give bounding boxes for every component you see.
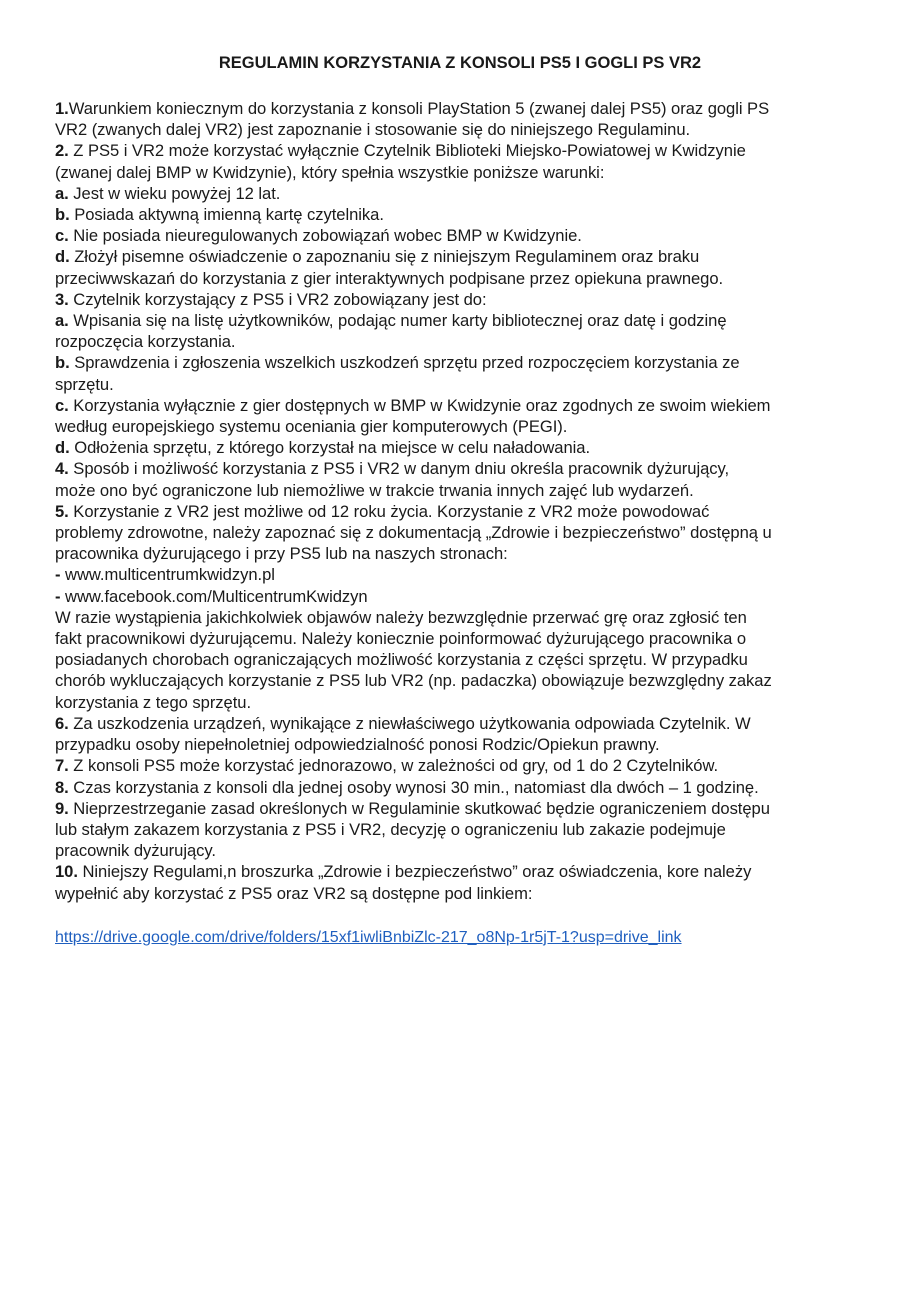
section-text: Za uszkodzenia urządzeń, wynikające z niewłaściwego użytkowania odpowiada Czytelnik. W: [68, 713, 751, 733]
document-line: [55, 183, 865, 204]
document-line: [55, 268, 865, 289]
section-text: W razie wystąpienia jakichkolwiek objawów należy bezwzględnie przerwać grę oraz zgłosić ten: [55, 607, 747, 627]
document-line: [55, 289, 865, 310]
section-number: 2.: [55, 141, 69, 161]
document-line: [55, 416, 865, 437]
section-number: 7.: [55, 756, 69, 776]
document-title: REGULAMIN KORZYSTANIA Z KONSOLI PS5 I GOGLI PS VR2: [218, 54, 702, 72]
section-text: wypełnić aby korzystać z PS5 oraz VR2 są dostępne pod linkiem:: [55, 883, 533, 903]
document-line: [55, 649, 865, 670]
document-line: [55, 310, 865, 331]
document-line: [55, 352, 865, 373]
section-text: przypadku osoby niepełnoletniej odpowiedzialność ponosi Rodzic/Opiekun prawny.: [55, 735, 660, 755]
document-line: [55, 840, 865, 861]
document-line: [55, 458, 865, 479]
document-line: [55, 480, 865, 501]
section-number: 5.: [55, 501, 69, 521]
document-line: [55, 798, 865, 819]
document-line: [55, 374, 865, 395]
section-number: 3.: [55, 289, 69, 309]
section-text: Czytelnik korzystający z PS5 i VR2 zobowiązany jest do:: [68, 289, 487, 309]
section-text: Sposób i możliwość korzystania z PS5 i VR2 w danym dniu określa pracownik dyżurujący,: [68, 459, 730, 479]
section-text: Złożył pisemne oświadczenie o zapoznaniu się z niniejszym Regulaminem oraz braku: [69, 247, 700, 267]
section-text: Korzystanie z VR2 jest możliwe od 12 roku życia. Korzystanie z VR2 może powodować: [68, 501, 710, 521]
document-line: [55, 861, 865, 882]
section-text: Odłożenia sprzętu, z którego korzystał na miejsce w celu naładowania.: [69, 438, 591, 458]
section-text: korzystania z tego sprzętu.: [55, 692, 252, 712]
document-line: [55, 246, 865, 267]
section-text: Czas korzystania z konsoli dla jednej osoby wynosi 30 min., natomiast dla dwóch – 1 godzinę.: [68, 777, 759, 797]
document-line: [55, 777, 865, 798]
section-number: 10.: [55, 862, 78, 882]
section-number: b.: [55, 205, 70, 225]
document-line: [55, 98, 865, 119]
section-text: rozpoczęcia korzystania.: [55, 332, 236, 352]
google-drive-link[interactable]: https://drive.google.com/drive/folders/15xf1iwliBnbiZlc-217_o8Np-1r5jT-1?usp=drive_link: [55, 928, 682, 946]
section-number: c.: [55, 395, 69, 415]
document-line: [55, 543, 865, 564]
document-line: [55, 670, 865, 691]
document-line: [55, 140, 865, 161]
section-text: posiadanych chorobach ograniczających możliwość korzystania z części sprzętu. W przypadku: [55, 650, 748, 670]
section-number: 4.: [55, 459, 69, 479]
section-number: a.: [55, 311, 69, 331]
document-line: [55, 522, 865, 543]
document-line: [55, 607, 865, 628]
section-text: www.multicentrumkwidzyn.pl: [60, 565, 275, 585]
document-page: [55, 53, 865, 947]
section-number: 6.: [55, 713, 69, 733]
section-text: według europejskiego systemu oceniania gier komputerowych (PEGI).: [55, 417, 568, 437]
section-text: Z PS5 i VR2 może korzystać wyłącznie Czytelnik Biblioteki Miejsko-Powiatowej w Kwidzynie: [68, 141, 746, 161]
document-line: [55, 437, 865, 458]
section-text: przeciwwskazań do korzystania z gier interaktywnych podpisane przez opiekuna prawnego.: [55, 268, 724, 288]
section-number: c.: [55, 226, 69, 246]
section-number: 9.: [55, 798, 69, 818]
document-line: [55, 395, 865, 416]
document-line: [55, 331, 865, 352]
section-text: fakt pracownikowi dyżurującemu. Należy koniecznie poinformować dyżurującego pracownika o: [55, 629, 747, 649]
document-line: [55, 501, 865, 522]
section-text: pracownik dyżurujący.: [55, 841, 216, 861]
blank-line: [55, 904, 865, 925]
section-number: -: [55, 565, 61, 585]
section-text: może ono być ograniczone lub niemożliwe w trakcie trwania innych zajęć lub wydarzeń.: [55, 480, 694, 500]
section-number: 1.: [55, 99, 69, 118]
section-text: Korzystania wyłącznie z gier dostępnych w BMP w Kwidzynie oraz zgodnych ze swoim wiekiem: [68, 395, 771, 415]
section-number: b.: [55, 353, 70, 373]
section-number: d.: [55, 438, 70, 458]
document-line: [55, 819, 865, 840]
document-line: [55, 162, 865, 183]
document-line: [55, 586, 865, 607]
section-text: Warunkiem koniecznym do korzystania z konsoli PlayStation 5 (zwanej dalej PS5) oraz gogli PS: [68, 99, 770, 118]
document-line: [55, 564, 865, 585]
document-body: [55, 98, 865, 904]
section-text: Z konsoli PS5 może korzystać jednorazowo, w zależności od gry, od 1 do 2 Czytelników.: [68, 756, 719, 776]
document-line: [55, 225, 865, 246]
section-text: VR2 (zwanych dalej VR2) jest zapoznanie i stosowanie się do niniejszego Regulaminu.: [55, 120, 691, 140]
document-line: [55, 883, 865, 904]
document-line: [55, 119, 865, 140]
document-line: [55, 713, 865, 734]
section-text: problemy zdrowotne, należy zapoznać się z dokumentacją „Zdrowie i bezpieczeństwo” dostępną u: [55, 523, 772, 543]
section-text: lub stałym zakazem korzystania z PS5 i VR2, decyzję o ograniczeniu lub zakazie podejmuje: [55, 819, 726, 839]
section-text: chorób wykluczających korzystanie z PS5 lub VR2 (np. padaczka) obowiązuje bezwzględny zakaz: [55, 671, 772, 691]
document-line: [55, 734, 865, 755]
section-text: Sprawdzenia i zgłoszenia wszelkich uszkodzeń sprzętu przed rozpoczęciem korzystania ze: [69, 353, 740, 373]
section-number: d.: [55, 247, 70, 267]
section-text: Jest w wieku powyżej 12 lat.: [68, 183, 281, 203]
section-text: www.facebook.com/MulticentrumKwidzyn: [60, 586, 368, 606]
document-line: [55, 755, 865, 776]
document-line: [55, 692, 865, 713]
document-line: [55, 204, 865, 225]
section-text: Nieprzestrzeganie zasad określonych w Regulaminie skutkować będzie ograniczeniem dostępu: [68, 798, 770, 818]
section-text: Posiada aktywną imienną kartę czytelnika.: [69, 205, 384, 225]
document-line: [55, 628, 865, 649]
section-text: Wpisania się na listę użytkowników, podając numer karty bibliotecznej oraz datę i godzinę: [68, 311, 727, 331]
section-text: pracownika dyżurującego i przy PS5 lub na naszych stronach:: [55, 544, 508, 564]
section-number: a.: [55, 183, 69, 203]
section-text: Niniejszy Regulami,n broszurka „Zdrowie i bezpieczeństwo” oraz oświadczenia, kore należy: [77, 862, 752, 882]
section-text: (zwanej dalej BMP w Kwidzynie), który spełnia wszystkie poniższe warunki:: [55, 162, 605, 182]
section-text: sprzętu.: [55, 374, 114, 394]
section-number: 8.: [55, 777, 69, 797]
section-number: -: [55, 586, 61, 606]
section-text: Nie posiada nieuregulowanych zobowiązań wobec BMP w Kwidzynie.: [68, 226, 582, 246]
